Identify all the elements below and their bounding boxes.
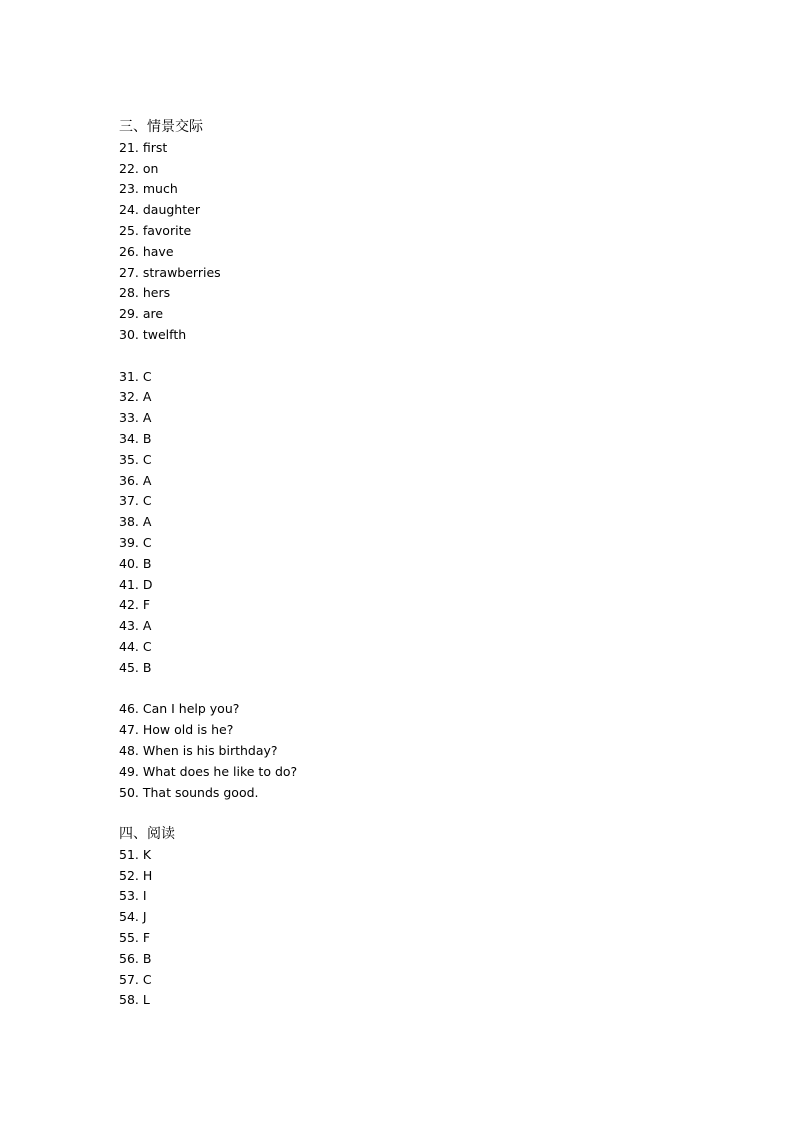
answer-39: 39. C: [119, 534, 152, 550]
answer-36: 36. A: [119, 472, 152, 488]
answer-48: 48. When is his birthday?: [119, 742, 278, 758]
answer-49: 49. What does he like to do?: [119, 763, 298, 779]
answer-41: 41. D: [119, 576, 153, 592]
answer-55: 55. F: [119, 930, 151, 946]
answer-document: [119, 117, 719, 1011]
answer-26: 26. have: [119, 243, 174, 259]
answer-38: 38. A: [119, 514, 152, 530]
answer-52: 52. H: [119, 867, 153, 883]
answer-24: 24. daughter: [119, 202, 200, 218]
answer-28: 28. hers: [119, 285, 171, 301]
answer-32: 32. A: [119, 389, 152, 405]
spacer: [119, 803, 719, 824]
answer-22: 22. on: [119, 160, 159, 176]
answer-33: 33. A: [119, 410, 152, 426]
answer-27: 27. strawberries: [119, 264, 221, 280]
answer-47: 47. How old is he?: [119, 722, 234, 738]
answer-29: 29. are: [119, 306, 164, 322]
answer-31: 31. C: [119, 368, 152, 384]
answer-50: 50. That sounds good.: [119, 784, 259, 800]
answer-54: 54. J: [119, 909, 147, 925]
spacer: [119, 346, 719, 367]
answer-37: 37. C: [119, 493, 152, 509]
answer-58: 58. L: [119, 992, 150, 1008]
answer-35: 35. C: [119, 451, 152, 467]
answer-46: 46. Can I help you?: [119, 701, 240, 717]
answer-51: 51. K: [119, 846, 152, 862]
answer-43: 43. A: [119, 618, 152, 634]
section-heading-reading: 四、阅读: [119, 826, 175, 843]
answer-40: 40. B: [119, 555, 152, 571]
answer-30: 30. twelfth: [119, 326, 187, 342]
answer-21: 21. first: [119, 139, 168, 155]
answer-56: 56. B: [119, 950, 152, 966]
answer-44: 44. C: [119, 638, 152, 654]
answer-42: 42. F: [119, 597, 151, 613]
answer-25: 25. favorite: [119, 222, 192, 238]
answer-57: 57. C: [119, 971, 152, 987]
answer-53: 53. I: [119, 888, 147, 904]
answer-34: 34. B: [119, 430, 152, 446]
answer-45: 45. B: [119, 659, 152, 675]
section-heading-situational-communication: 三、情景交际: [119, 119, 203, 135]
answer-23: 23. much: [119, 181, 178, 197]
spacer: [119, 679, 719, 700]
